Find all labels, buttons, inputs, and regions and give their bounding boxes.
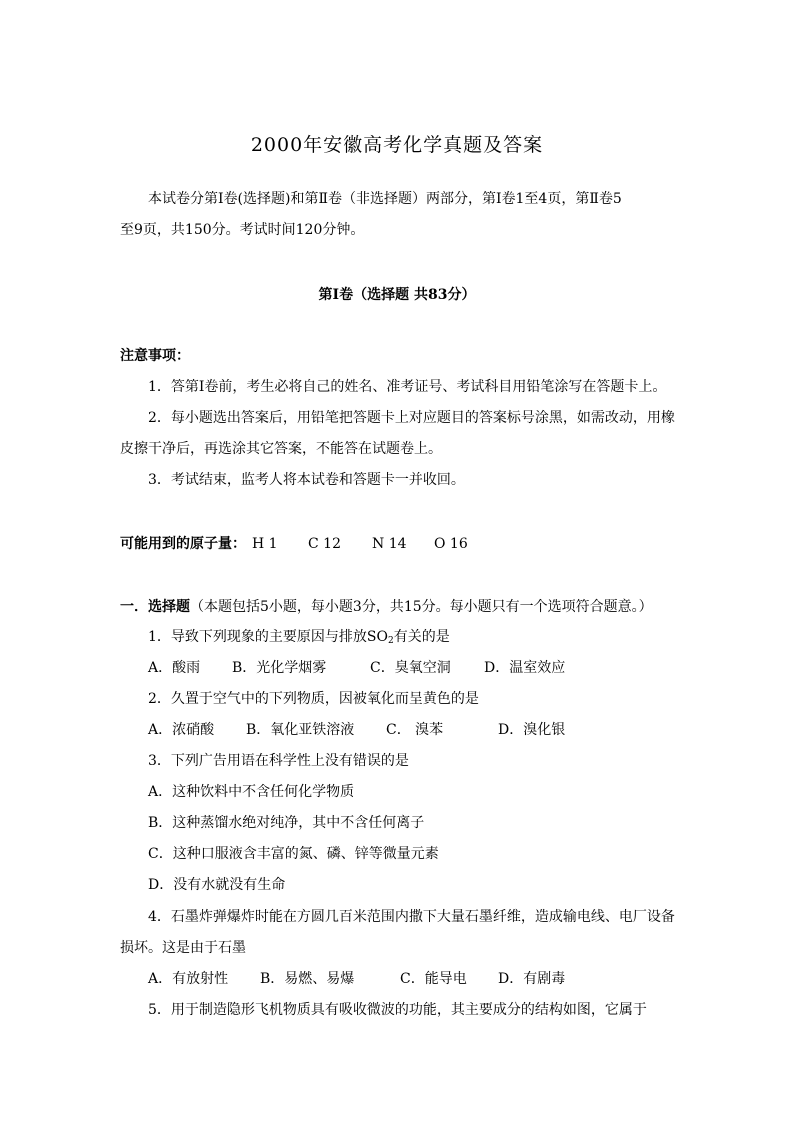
question-3-option-d: D．没有水就没有生命: [148, 877, 286, 893]
atomic-mass-c: C 12: [308, 536, 341, 552]
question-2-option-a: A．浓硝酸: [148, 722, 215, 738]
question-2-option-c: C． 溴苯: [386, 722, 444, 738]
question-4-stem-line-2: 损坏。这是由于石墨: [120, 940, 246, 956]
intro-line-1: 本试卷分第Ⅰ卷(选择题)和第Ⅱ卷（非选择题）两部分，第Ⅰ卷1至4页，第Ⅱ卷5: [148, 191, 622, 207]
question-1-option-b: B．光化学烟雾: [232, 660, 327, 676]
atomic-mass-n: N 14: [372, 536, 407, 552]
question-1-stem: [148, 628, 450, 650]
question-3-option-b: B．这种蒸馏水绝对纯净，其中不含任何离子: [148, 815, 425, 831]
question-4-option-b: B．易燃、易爆: [260, 971, 355, 987]
question-2-option-b: B．氧化亚铁溶液: [246, 722, 355, 738]
question-2-option-d: D．溴化银: [498, 722, 566, 738]
question-1-option-d: D．温室效应: [484, 660, 566, 676]
question-4-option-a: A．有放射性: [148, 971, 229, 987]
question-4-option-c: C．能导电: [400, 971, 467, 987]
question-3-option-c: C．这种口服液含丰富的氮、磷、锌等微量元素: [148, 846, 439, 862]
atomic-mass-o: O 16: [434, 536, 468, 552]
question-5-stem: 5．用于制造隐形飞机物质具有吸收微波的功能，其主要成分的结构如图，它属于: [148, 1002, 647, 1018]
question-1-option-a: A．酸雨: [148, 660, 201, 676]
question-1-stem-text: 1．导致下列现象的主要原因与排放SO: [148, 629, 388, 645]
section-heading: 第Ⅰ卷（选择题 共83分）: [318, 287, 476, 303]
question-3-stem: 3．下列广告用语在科学性上没有错误的是: [148, 753, 409, 769]
question-1-subscript: 2: [387, 636, 394, 646]
document-title: 2000年安徽高考化学真题及答案: [250, 134, 544, 156]
notice-item-3: 3．考试结束，监考人将本试卷和答题卡一并收回。: [148, 472, 465, 488]
question-3-option-a: A．这种饮料中不含任何化学物质: [148, 784, 355, 800]
part1-heading: 一．选择题: [120, 599, 190, 615]
question-1-stem-text-end: 有关的是: [393, 629, 450, 645]
part1-heading-line: [120, 598, 653, 616]
question-4-option-d: D．有剧毒: [498, 971, 566, 987]
notice-item-2-line-1: 2．每小题选出答案后，用铅笔把答题卡上对应题目的答案标号涂黑，如需改动，用橡: [148, 410, 675, 426]
question-2-stem: 2．久置于空气中的下列物质，因被氧化而呈黄色的是: [148, 691, 479, 707]
part1-description: （本题包括5小题，每小题3分，共15分。每小题只有一个选项符合题意。）: [190, 599, 653, 615]
notice-item-1: 1．答第Ⅰ卷前，考生必将自己的姓名、准考证号、考试科目用铅笔涂写在答题卡上。: [148, 379, 667, 395]
notice-item-2-line-2: 皮擦干净后，再选涂其它答案，不能答在试题卷上。: [120, 441, 442, 457]
question-4-stem-line-1: 4．石墨炸弹爆炸时能在方圆几百米范围内撒下大量石墨纤维，造成输电线、电厂设备: [148, 909, 675, 925]
question-1-option-c: C．臭氧空洞: [370, 660, 451, 676]
atomic-mass-h: H 1: [252, 536, 278, 552]
notice-heading: 注意事项：: [120, 348, 190, 364]
atomic-mass-label: 可能用到的原子量：: [120, 536, 246, 552]
intro-line-2: 至9页，共150分。考试时间120分钟。: [120, 222, 365, 238]
